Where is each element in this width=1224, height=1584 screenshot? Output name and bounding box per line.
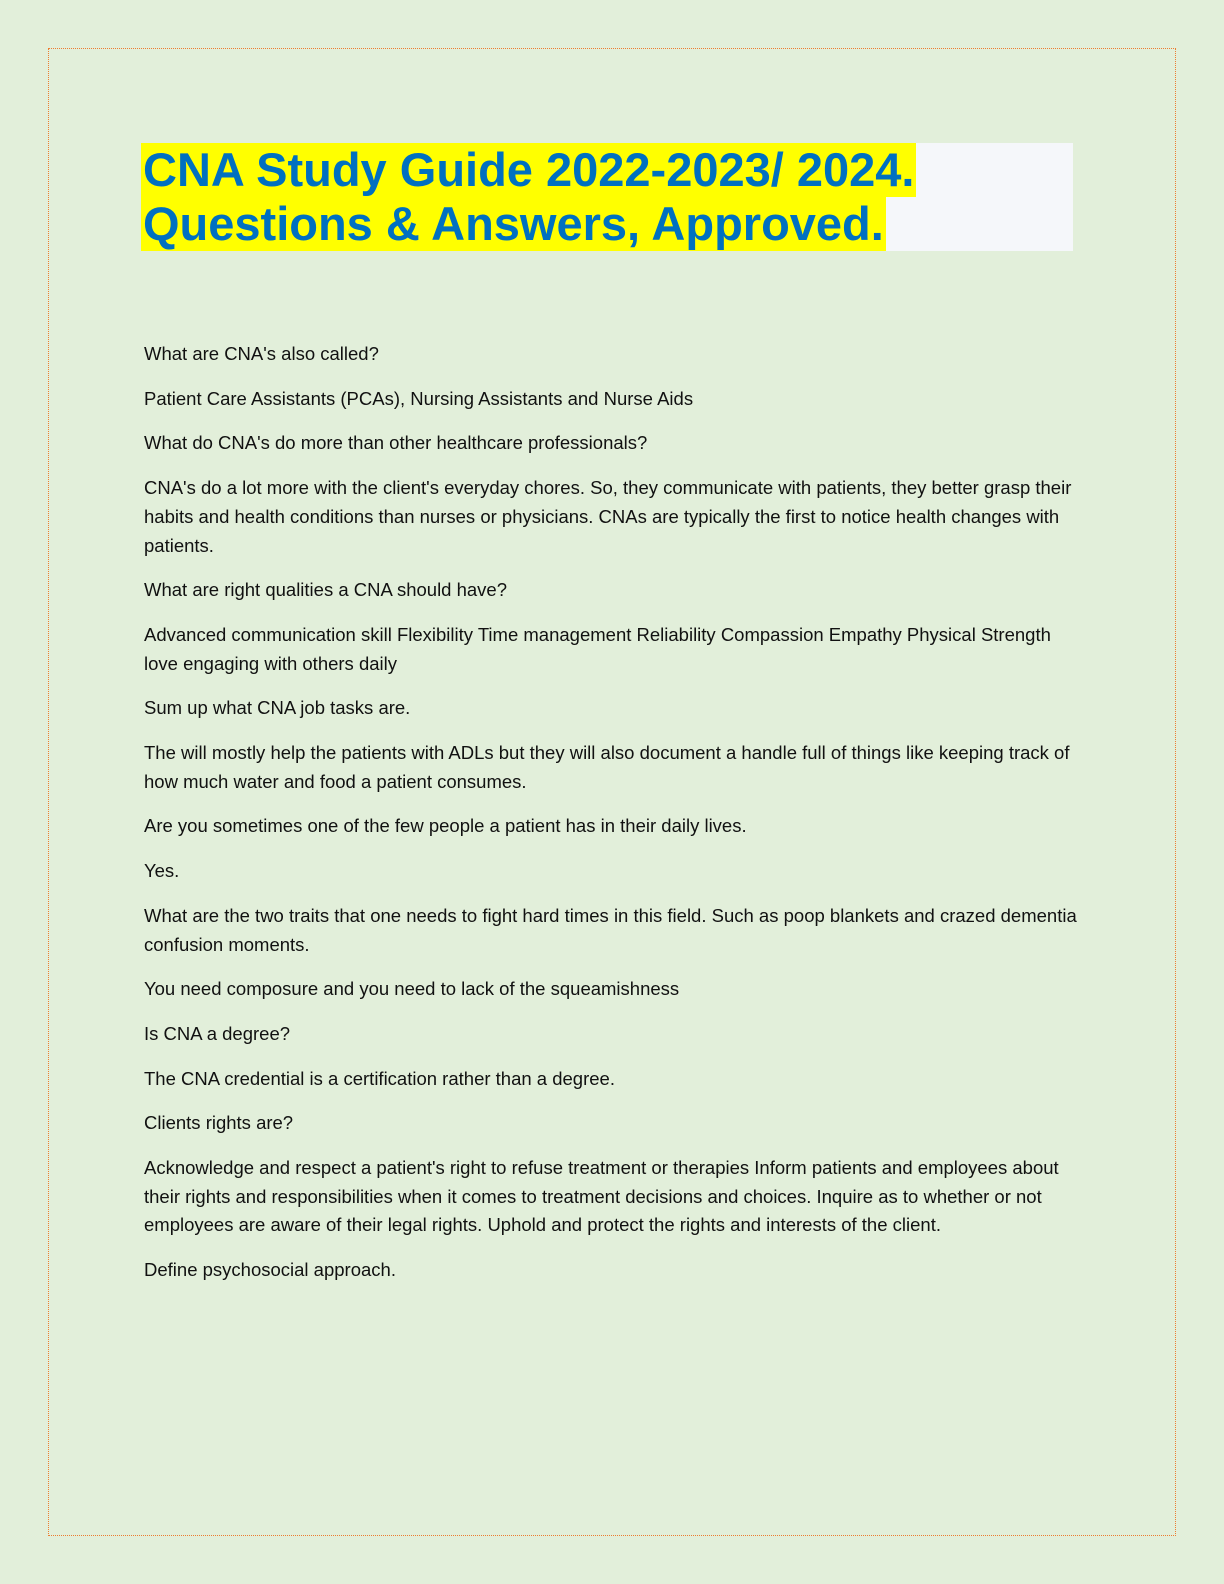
answer-text-extra: love engaging with others daily [144, 652, 397, 674]
answer: CNA's do a lot more with the client's everyday chores. So, they communicate with patients, they better grasp their habits and health conditions than nurses or physicians. CNAs are typically the first to notice health changes with patients. [144, 477, 1072, 556]
question: Is CNA a degree? [144, 1022, 291, 1044]
document-title [141, 143, 1073, 251]
title-line-2: Questions & Answers, Approved. [143, 197, 884, 250]
answer: The will mostly help the patients with ADLs but they will also document a handle full of things like keeping track of how much water and food a patient consumes. [144, 742, 1070, 792]
question: What are CNA's also called? [144, 343, 379, 364]
question: Are you sometimes one of the few people a patient has in their daily lives. [144, 815, 747, 837]
question: What are right qualities a CNA should have? [144, 579, 508, 601]
answer: You need composure and you need to lack of the squeamishness [144, 978, 680, 1000]
question: What do CNA's do more than other healthcare professionals? [144, 432, 648, 454]
title-line-1: CNA Study Guide 2022-2023/ 2024. [143, 143, 915, 196]
question: What are the two traits that one needs to fight hard times in this field. Such as poop blankets and crazed dementia confusion moments. [144, 904, 1077, 955]
question: Clients rights are? [144, 1112, 294, 1134]
answer: The CNA credential is a certification rather than a degree. [144, 1067, 615, 1089]
question: Sum up what CNA job tasks are. [144, 697, 411, 719]
answer-text: Advanced communication skill Flexibility Time management Reliability Compassion Empathy Physical Strength [144, 623, 1051, 645]
question: Define psychosocial approach. [144, 1259, 396, 1281]
document-body [144, 340, 1079, 1301]
answer: Acknowledge and respect a patient's right to refuse treatment or therapies Inform patients and employees about their rights and responsibilities when it comes to treatment decisions and choices. Inquire as to whether or not employees are aware of their legal rights. Uphold and protect the rights and interests of the client. [144, 1157, 1059, 1236]
answer: Patient Care Assistants (PCAs), Nursing Assistants and Nurse Aids [144, 387, 694, 409]
answer [144, 621, 1079, 678]
answer: Yes. [144, 860, 180, 882]
